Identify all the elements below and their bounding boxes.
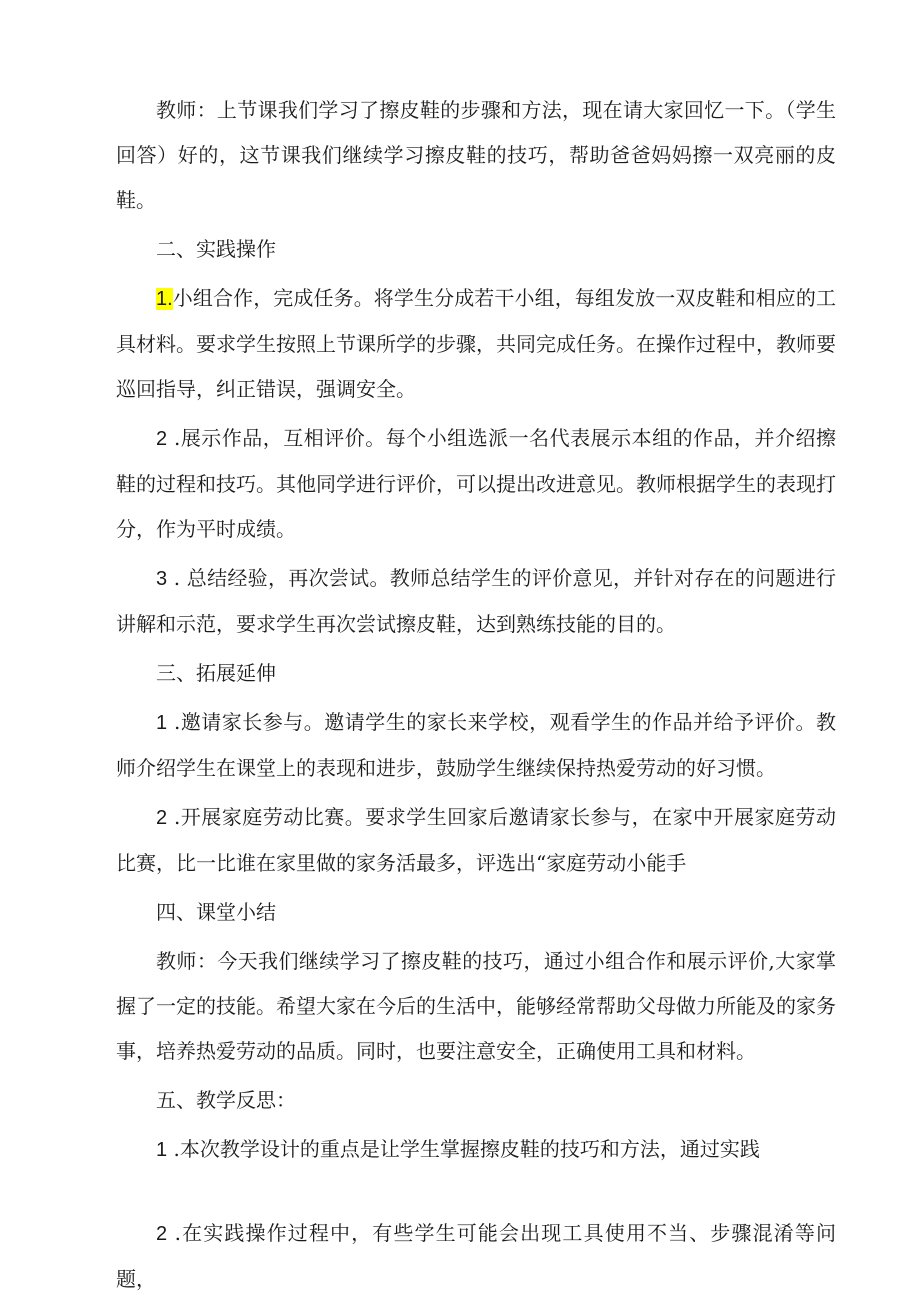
section-heading-practice: 二、实践操作 (156, 237, 276, 261)
practice-item-1 (116, 276, 836, 412)
practice-item-3 (116, 556, 836, 647)
extension-item-2-marker: 2 (156, 807, 168, 829)
reflection-item-2-marker: 2 (156, 1223, 168, 1245)
practice-item-1-text: 小组合作，完成任务。将学生分成若干小组，每组发放一双皮鞋和相应的工具材料。要求学生按照上节课所学的步骤，共同完成任务。在操作过程中，教师要巡回指导，纠正错误，强调安全。 (116, 286, 836, 401)
extension-item-2 (116, 795, 836, 886)
practice-item-2 (116, 416, 836, 552)
practice-item-2-marker: 2 (156, 428, 168, 450)
teacher-intro-paragraph: 教师：上节课我们学习了擦皮鞋的步骤和方法，现在请大家回忆一下。（学生回答）好的，这节课我们继续学习擦皮鞋的技巧，帮助爸爸妈妈擦一双亮丽的皮鞋。 (116, 98, 836, 212)
extension-item-1 (116, 700, 836, 791)
extension-item-1-text: .邀请家长参与。邀请学生的家长来学校，观看学生的作品并给予评价。教师介绍学生在课堂上的表现和进步，鼓励学生继续保持热爱劳动的好习惯。 (116, 710, 836, 780)
summary-paragraph: 教师：今天我们继续学习了擦皮鞋的技巧，通过小组合作和展示评价,大家掌握了一定的技能。希望大家在今后的生活中，能够经常帮助父母做力所能及的家务事，培养热爱劳动的品质。同时，也要注意安全，正确使用工具和材料。 (116, 949, 836, 1063)
practice-item-3-marker: 3 (156, 568, 168, 590)
section-heading-reflection: 五、教学反思： (156, 1088, 296, 1112)
reflection-item-2-text: .在实践操作过程中，有些学生可能会出现工具使用不当、步骤混淆等问题， (116, 1221, 836, 1291)
practice-item-3-text: . 总结经验，再次尝试。教师总结学生的评价意见，并针对存在的问题进行讲解和示范，要求学生再次尝试擦皮鞋，达到熟练技能的目的。 (116, 566, 836, 636)
practice-item-2-text: .展示作品，互相评价。每个小组选派一名代表展示本组的作品，并介绍擦鞋的过程和技巧。其他同学进行评价，可以提出改进意见。教师根据学生的表现打分，作为平时成绩。 (116, 426, 836, 541)
highlighted-number-marker: 1. (156, 288, 173, 310)
reflection-item-1-marker: 1 (156, 1139, 168, 1161)
document-page (116, 88, 836, 1302)
reflection-item-1 (116, 1127, 836, 1173)
reflection-item-2 (116, 1211, 836, 1302)
section-heading-extension: 三、拓展延伸 (156, 661, 276, 685)
section-heading-summary: 四、课堂小结 (156, 900, 276, 924)
extension-item-2-text: .开展家庭劳动比赛。要求学生回家后邀请家长参与，在家中开展家庭劳动比赛，比一比谁在家里做的家务活最多，评选出“家庭劳动小能手 (116, 805, 836, 875)
reflection-item-1-text: .本次教学设计的重点是让学生掌握擦皮鞋的技巧和方法，通过实践 (167, 1137, 760, 1161)
extension-item-1-marker: 1 (156, 712, 168, 734)
